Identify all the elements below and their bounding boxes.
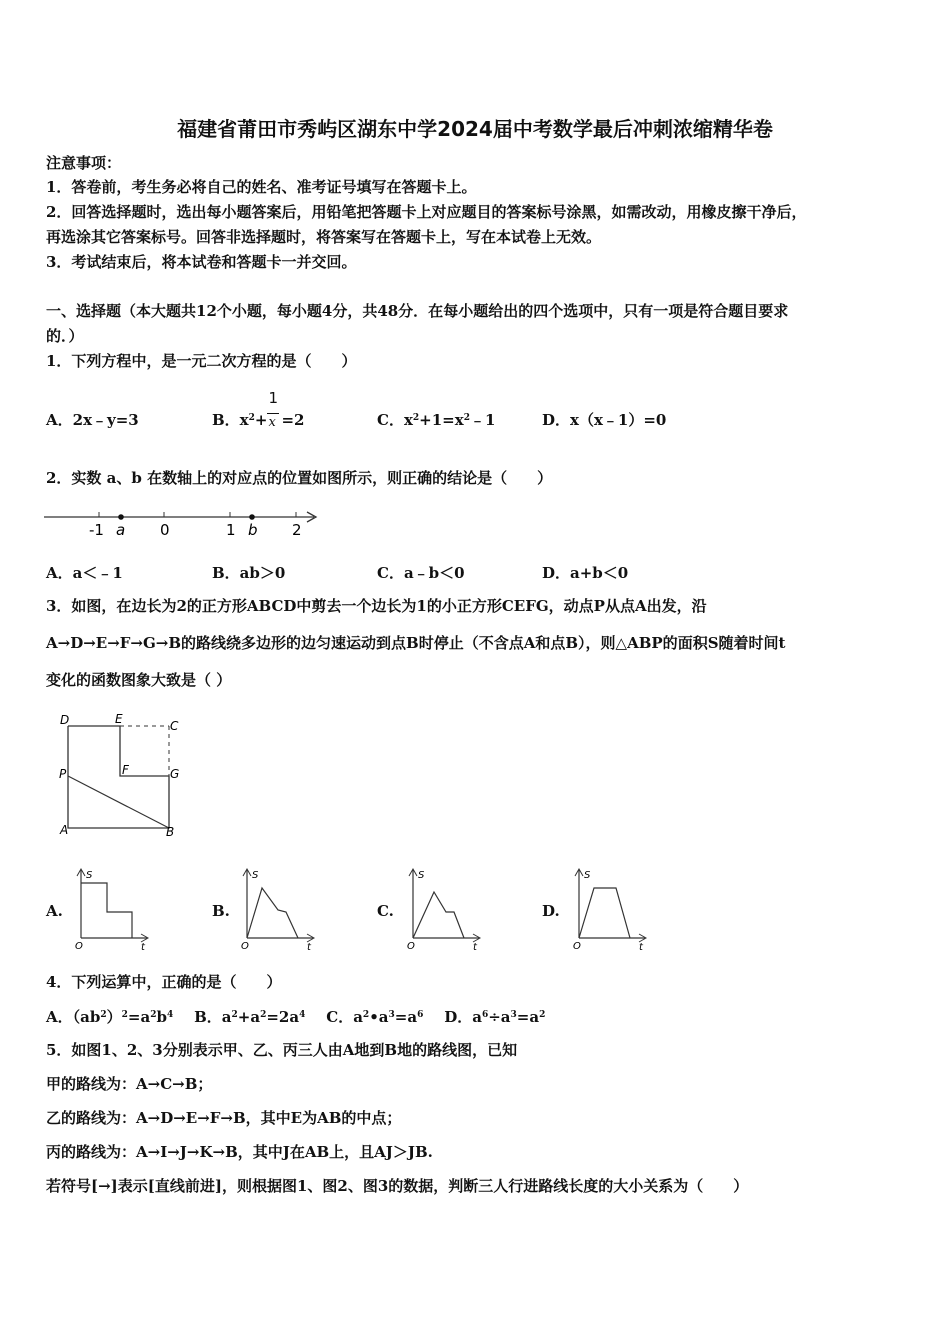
label-a: A xyxy=(60,823,69,837)
q5-question: 若符号[→]表示[直线前进]，则根据图1、图2、图3的数据，判断三人行进路线长度的大小关系为（ ） xyxy=(46,1177,749,1195)
q3-line: 变化的函数图象大致是（ ） xyxy=(46,671,232,689)
q4-stem: 4．下列运算中，正确的是（ ） xyxy=(46,973,282,991)
axis-s-label: S xyxy=(86,870,93,881)
polygon-outline xyxy=(68,726,169,828)
origin-label: O xyxy=(241,941,249,952)
label-f: F xyxy=(122,763,129,777)
graph-option-b xyxy=(238,866,318,952)
graph-option-d xyxy=(570,866,650,952)
point-b-label: b xyxy=(248,521,258,539)
axis-s-label: S xyxy=(252,870,259,881)
label-c: C xyxy=(170,719,179,733)
axis-t-label: t xyxy=(141,942,145,953)
q2-option-c: C．a﹣b＜0 xyxy=(377,564,465,582)
graph-a-curve xyxy=(81,883,132,938)
point-a-dot xyxy=(118,514,124,520)
tick-label: -1 xyxy=(89,521,104,539)
q3-option-c-label: C. xyxy=(377,902,394,920)
origin-label: O xyxy=(75,941,83,952)
label-e: E xyxy=(115,712,123,726)
notice-heading: 注意事项： xyxy=(46,154,122,172)
origin-label: O xyxy=(407,941,415,952)
segment-pb xyxy=(68,776,169,828)
q3-option-a-label: A. xyxy=(46,902,63,920)
q5-route-yi: 乙的路线为：A→D→E→F→B，其中E为AB的中点； xyxy=(46,1109,402,1127)
graph-d-curve xyxy=(579,888,630,938)
axis-s-label: S xyxy=(418,870,425,881)
q2-option-b: B．ab＞0 xyxy=(212,564,286,582)
label-d: D xyxy=(60,713,70,727)
q1-option-c: C．$x^2+1=x^2﹣1$ xyxy=(377,411,496,429)
point-b-dot xyxy=(249,514,255,520)
label-p: P xyxy=(59,767,67,781)
axis-s-label: S xyxy=(584,870,591,881)
tick-label: 1 xyxy=(226,521,236,539)
q1-option-a: A．2x﹣y=3 xyxy=(46,411,139,429)
q2-option-a: A．a＜﹣1 xyxy=(46,564,123,582)
q3-line: A→D→E→F→G→B的路线绕多边形的边匀速运动到点B时停止（不含点A和点B），则△ABP的面积S随着时间t xyxy=(46,634,786,652)
tick-label: 2 xyxy=(292,521,302,539)
tick-label: 0 xyxy=(160,521,170,539)
notice-item: 1．答卷前，考生务必将自己的姓名、准考证号填写在答题卡上。 xyxy=(46,178,477,196)
q4-option-b: B．$a^2+a^2=2a^4$ xyxy=(194,1008,306,1026)
q1-option-b: B．$x^2+$ $\frac{1}{x}$ =2 xyxy=(212,389,305,430)
q2-stem: 2．实数 a、b 在数轴上的对应点的位置如图所示，则正确的结论是（ ） xyxy=(46,469,553,487)
label-g: G xyxy=(170,767,180,781)
graph-option-c xyxy=(404,866,484,952)
q4-options xyxy=(46,1006,545,1027)
q1-option-d: D．x（x﹣1）=0 xyxy=(542,411,667,429)
axis-t-label: t xyxy=(307,942,311,953)
q3-option-d-label: D. xyxy=(542,902,560,920)
graph-b-curve xyxy=(247,888,298,938)
q1-frac-den: x xyxy=(268,415,276,430)
graph-option-a xyxy=(72,866,152,952)
graph-c-curve xyxy=(413,892,464,938)
q5-stem: 5．如图1、2、3分别表示甲、乙、丙三人由A地到B地的路线图，已知 xyxy=(46,1041,518,1059)
axis-t-label: t xyxy=(473,942,477,953)
point-a-label: a xyxy=(116,521,126,539)
page-title: 福建省莆田市秀屿区湖东中学2024届中考数学最后冲刺浓缩精华卷 xyxy=(177,117,773,141)
q4-option-a: A．$(ab^2)^2=a^2b^4$ xyxy=(46,1008,174,1026)
origin-label: O xyxy=(573,941,581,952)
q3-line: 3．如图，在边长为2的正方形ABCD中剪去一个边长为1的小正方形CEFG，动点P从点A出发，沿 xyxy=(46,597,707,615)
q1-frac-num: 1 xyxy=(268,389,279,407)
section-heading-cont: 的．） xyxy=(46,327,84,345)
q1-stem: 1．下列方程中，是一元二次方程的是（ ） xyxy=(46,352,357,370)
section-heading: 一、选择题（本大题共12个小题，每小题4分，共48分．在每小题给出的四个选项中，只有一项是符合题目要求 xyxy=(46,302,789,320)
q2-option-d: D．a+b＜0 xyxy=(542,564,629,582)
label-b: B xyxy=(166,825,175,839)
square-figure xyxy=(56,710,186,838)
q5-route-bing: 丙的路线为：A→I→J→K→B，其中J在AB上，且AJ＞JB. xyxy=(46,1143,433,1161)
q4-option-c: C．$a^2•a^3=a^6$ xyxy=(326,1008,424,1026)
notice-item: 再选涂其它答案标号。回答非选择题时，将答案写在答题卡上，写在本试卷上无效。 xyxy=(46,228,602,246)
notice-item: 3．考试结束后，将本试卷和答题卡一并交回。 xyxy=(46,253,357,271)
q3-option-b-label: B. xyxy=(212,902,230,920)
q5-route-jia: 甲的路线为：A→C→B； xyxy=(46,1075,213,1093)
notice-item: 2．回答选择题时，选出每小题答案后，用铅笔把答题卡上对应题目的答案标号涂黑，如需改动，用橡皮擦干净后， xyxy=(46,203,807,221)
number-line-figure xyxy=(44,505,324,541)
q4-option-d: D．$a^6\div a^3=a^2$ xyxy=(444,1008,546,1026)
axis-t-label: t xyxy=(639,942,643,953)
